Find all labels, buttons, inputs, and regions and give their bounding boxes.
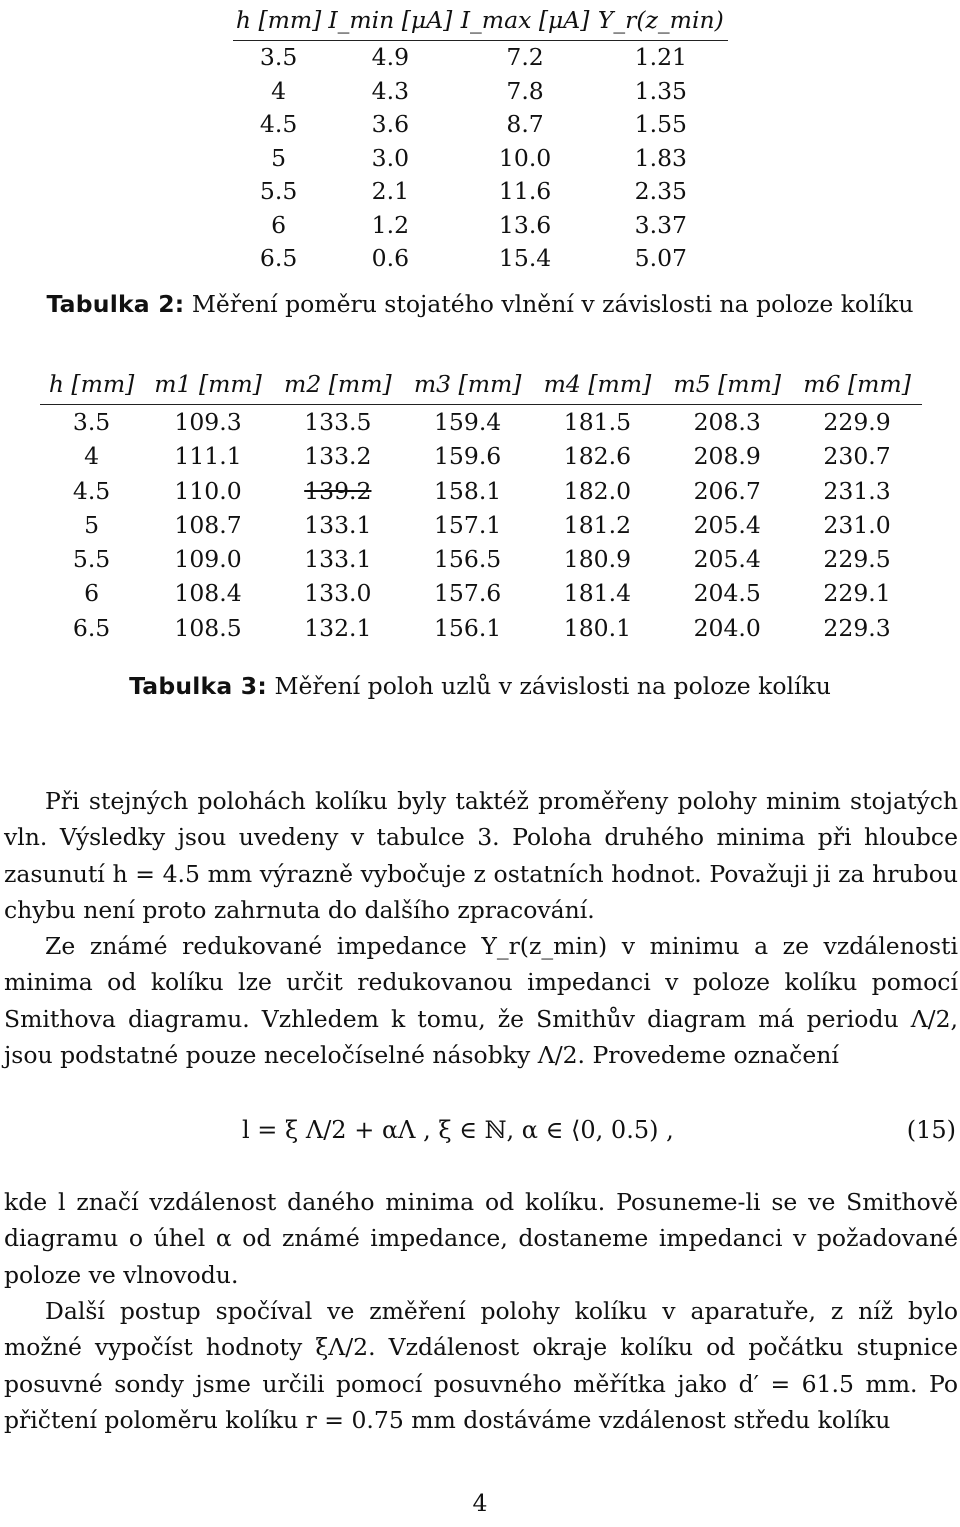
table-cell: 205.4 [693, 545, 761, 574]
t3-header-h: h [mm] [40, 364, 143, 405]
table-cell: 159.4 [433, 408, 502, 436]
paragraph-1-text: Při stejných polohách kolíku byly taktéž proměřeny polohy minim stojatých vln. Výsledky jsou uvedeny v tabulce 3. Poloha druhého minima při hloubce zasunutí h = 4.5 mm výrazně vybočuje z ostatních hodnot. Považuji ji za hrubou chybu není proto zahrnuta do dalšího zpracování. [4, 787, 958, 924]
table-cell: 158.1 [433, 476, 502, 505]
paragraph-2-text: Ze známé redukované impedance Y_r(z_min) v minimu a ze vzdálenosti minima od kolíku lze určit redukovanou impedanci v poloze kolíku pomocí Smithova diagramu. Vzhledem k tomu, že Smithův diagram má periodu Λ/2, jsou podstatné pouze neceločíselné násobky Λ/2. Provedeme označení [4, 932, 958, 1069]
table-cell: 2.1 [371, 177, 410, 205]
paragraph-4 [4, 1293, 958, 1438]
table-cell: 2.35 [634, 177, 687, 205]
table-row [40, 611, 922, 645]
table-cell: 133.1 [304, 510, 372, 539]
table-cell: 180.9 [563, 545, 632, 574]
table-cell: 4.5 [259, 110, 298, 138]
table-cell: 231.0 [823, 510, 891, 539]
table-cell: 108.4 [174, 579, 242, 608]
table-cell: 204.0 [693, 613, 761, 642]
table-cell: 0.6 [371, 244, 410, 272]
table-cell: 229.1 [823, 579, 891, 608]
table-cell: 1.83 [634, 143, 687, 172]
t3-header-m6: m6 [mm] [792, 364, 922, 405]
table-cell: 109.0 [174, 545, 242, 574]
t3-header-m1: m1 [mm] [143, 364, 273, 405]
table-row [233, 108, 728, 142]
table-cell: 110.0 [174, 476, 242, 505]
table-3-header-row [40, 364, 922, 405]
t2-header-imin-text: I_min [μA] [328, 6, 453, 34]
table-cell: 181.4 [563, 579, 632, 608]
table-cell: 4.5 [72, 476, 111, 505]
table-cell: 229.9 [823, 408, 891, 436]
table-cell: 180.1 [563, 613, 632, 642]
table-2-caption [0, 290, 960, 318]
table-3-caption-text: Měření poloh uzlů v závislosti na poloze kolíku [274, 672, 831, 700]
table-row [40, 576, 922, 610]
paragraph-1 [4, 783, 958, 928]
table-row [233, 142, 728, 176]
table-cell: 7.2 [506, 43, 544, 71]
t3-header-m3: m3 [mm] [403, 364, 533, 405]
table-cell: 4 [271, 76, 287, 105]
table-cell: 5.5 [259, 177, 298, 205]
table-cell: 6.5 [72, 613, 111, 642]
equation-text: l = ξ Λ/2 + αΛ , ξ ∈ ℕ, α ∈ ⟨0, 0.5) , [242, 1116, 674, 1144]
table-3 [40, 364, 922, 645]
table-cell: 133.5 [304, 408, 372, 436]
t2-header-h [233, 0, 324, 41]
table-cell: 4.9 [371, 43, 410, 71]
table-cell: 182.6 [563, 442, 632, 471]
table-cell: 157.6 [433, 579, 502, 608]
table-2-caption-text: Měření poměru stojatého vlnění v závislosti na poloze kolíku [191, 290, 914, 318]
table-cell: 4 [84, 442, 100, 471]
table-row [233, 209, 728, 243]
table-cell: 181.5 [563, 408, 632, 436]
table-cell-struck: 139.2 [304, 476, 372, 505]
table-cell: 208.9 [693, 442, 761, 471]
table-row [40, 508, 922, 542]
paragraph-3 [4, 1184, 958, 1293]
table-cell: 1.2 [371, 210, 410, 239]
table-cell: 159.6 [433, 442, 502, 471]
paragraph-4-text: Další postup spočíval ve změření polohy kolíku v aparatuře, z níž bylo možné vypočíst hodnoty ξΛ/2. Vzdálenost okraje kolíku od počátku stupnice posuvné sondy jsme určili pomocí posuvného měřítka jako d′ = 61.5 mm. Po přičtení poloměru kolíku r = 0.75 mm dostáváme vzdálenost středu kolíku [4, 1297, 958, 1434]
table-cell: 156.5 [433, 545, 502, 574]
table-cell: 3.0 [371, 143, 410, 172]
t3-header-m4: m4 [mm] [533, 364, 663, 405]
table-cell: 7.8 [506, 76, 544, 105]
t3-header-m5: m5 [mm] [662, 364, 792, 405]
table-cell: 208.3 [693, 408, 761, 436]
table-cell: 231.3 [823, 476, 891, 505]
t2-header-yr [594, 0, 728, 41]
t2-header-yr-text: Y_r(z_min) [597, 6, 724, 34]
table-cell: 5 [271, 143, 287, 172]
table-cell: 111.1 [174, 442, 242, 471]
table-row [40, 405, 922, 440]
table-cell: 6.5 [259, 244, 298, 272]
paragraph-2 [4, 928, 958, 1073]
table-cell: 133.0 [304, 579, 372, 608]
table-3-caption-label: Tabulka 3: [129, 672, 267, 700]
table-cell: 8.7 [506, 110, 544, 138]
table-cell: 3.6 [371, 110, 410, 138]
table-cell: 156.1 [433, 613, 502, 642]
table-cell: 205.4 [693, 510, 761, 539]
table-cell: 10.0 [498, 143, 552, 172]
equation-formula [242, 1090, 674, 1170]
t3-header-m2: m2 [mm] [273, 364, 403, 405]
paragraph-3-text: kde l značí vzdálenost daného minima od kolíku. Posuneme-li se ve Smithově diagramu o úhel α od známé impedance, dostaneme impedanci v požadované poloze ve vlnovodu. [4, 1188, 958, 1289]
t2-header-imax-text: I_max [μA] [460, 6, 590, 34]
table-row [40, 542, 922, 576]
table-cell: 182.0 [563, 476, 632, 505]
table-cell: 229.3 [823, 613, 891, 642]
table-cell: 1.55 [634, 110, 687, 138]
table-cell: 15.4 [498, 244, 552, 272]
table-cell: 230.7 [823, 442, 891, 471]
table-cell: 109.3 [174, 408, 242, 436]
table-cell: 133.1 [304, 545, 372, 574]
t2-header-imin [324, 0, 456, 41]
t2-header-h-text: h [mm] [235, 6, 322, 34]
table-row [233, 242, 728, 276]
table-cell: 229.5 [823, 545, 891, 574]
table-cell: 3.5 [72, 408, 111, 436]
table-cell: 6 [84, 579, 100, 608]
table-cell: 4.3 [371, 76, 410, 105]
table-row [233, 175, 728, 209]
table-cell: 108.5 [174, 613, 242, 642]
table-cell: 13.6 [498, 210, 552, 239]
table-cell: 157.1 [433, 510, 502, 539]
table-cell: 5 [84, 510, 100, 539]
table-cell: 133.2 [304, 442, 372, 471]
table-cell: 108.7 [174, 510, 242, 539]
table-cell: 5.5 [72, 545, 111, 574]
equation-number: (15) [906, 1116, 956, 1144]
equation-15 [0, 1090, 960, 1170]
table-row [233, 75, 728, 109]
table-2-header-row [233, 0, 728, 41]
table-cell: 1.35 [634, 76, 687, 105]
table-2-caption-label: Tabulka 2: [46, 290, 185, 318]
table-cell: 181.2 [563, 510, 632, 539]
table-row [40, 474, 922, 508]
table-3-caption [0, 672, 960, 700]
table-cell: 6 [271, 210, 287, 239]
table-cell: 3.37 [634, 210, 687, 239]
table-cell: 3.5 [259, 43, 298, 71]
table-cell: 132.1 [304, 613, 372, 642]
table-row [40, 439, 922, 473]
table-2 [233, 0, 728, 276]
page-number: 4 [472, 1489, 488, 1517]
table-cell: 206.7 [693, 476, 761, 505]
table-cell: 204.5 [693, 579, 761, 608]
table-cell: 5.07 [634, 244, 687, 272]
t2-header-imax [456, 0, 593, 41]
table-cell: 11.6 [498, 177, 552, 205]
table-row [233, 41, 728, 75]
table-cell: 1.21 [634, 43, 687, 71]
